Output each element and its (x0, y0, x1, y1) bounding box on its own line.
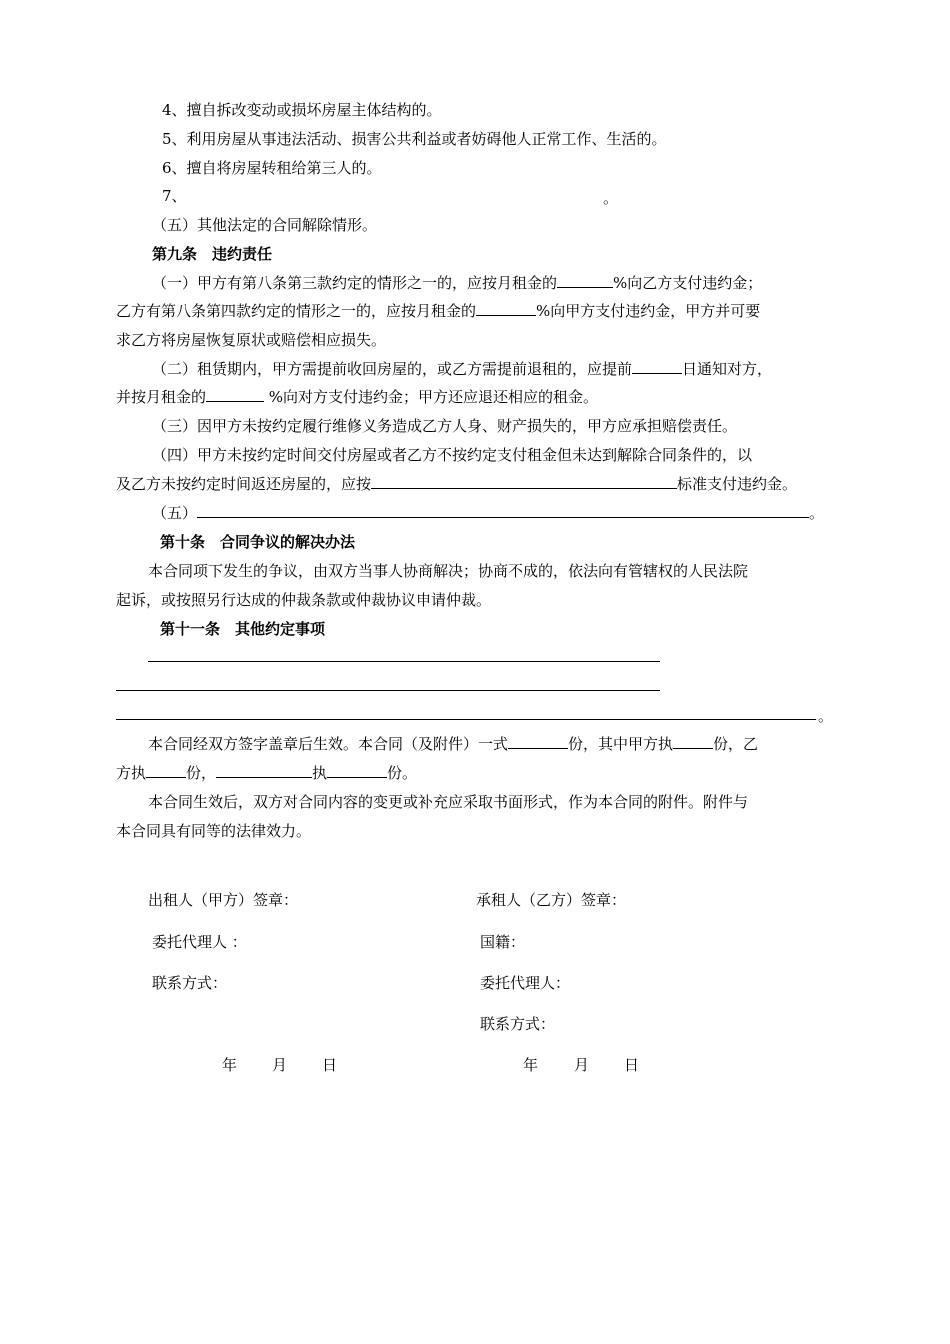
art9-p2-text-c: 并按月租金的 (116, 388, 207, 406)
art9-p2-text-d: %向对方支付违约金；甲方还应退还相应的租金。 (264, 388, 599, 406)
art9-p1-text-c: 乙方有第八条第四款约定的情形之一的，应按月租金的 (116, 302, 477, 320)
other-terms-line-3[interactable] (116, 719, 816, 720)
closing-line-2 (116, 763, 417, 783)
lessee-signature-label: 承租人（乙方）签章： (476, 891, 627, 909)
clause-item-5: 5、利用房屋从事违法活动、损害公共利益或者妨碍他人正常工作、生活的。 (162, 130, 667, 148)
blank-field[interactable] (476, 301, 536, 316)
art9-p2-text-b: 日通知对方， (682, 360, 773, 378)
lessee-date-day: 日 (624, 1056, 640, 1074)
lessee-contact-label: 联系方式： (480, 1015, 556, 1033)
closing-text-g: 份。 (387, 764, 418, 782)
closing-line-4: 本合同具有同等的法律效力。 (116, 822, 312, 840)
art9-p1-text-d: %向甲方支付违约金，甲方并可要 (536, 302, 761, 320)
clause-item-4: 4、擅自拆改变动或损坏房屋主体结构的。 (162, 101, 442, 119)
other-terms-end: 。 (818, 707, 834, 725)
blank-field[interactable] (327, 763, 387, 778)
art9-p1-text-b: %向乙方支付违约金； (613, 274, 763, 292)
lessor-date-year: 年 (222, 1056, 238, 1074)
art9-p1-text-a: （一）甲方有第八条第三款约定的情形之一的，应按月租金的 (152, 274, 558, 292)
blank-field[interactable] (206, 387, 264, 402)
art9-para2-line2 (116, 387, 598, 407)
art9-p5-text-b: 。 (809, 504, 825, 522)
art10-para-line1: 本合同项下发生的争议，由双方当事人协商解决；协商不成的，依法向有管辖权的人民法院 (148, 562, 749, 580)
art10-para-line2: 起诉，或按照另行达成的仲裁条款或仲裁协议申请仲裁。 (116, 591, 492, 609)
closing-text-e: 份， (186, 764, 217, 782)
art9-p4-text-c: 标准支付违约金。 (677, 475, 798, 493)
clause-item-6: 6、擅自将房屋转租给第三人的。 (162, 159, 382, 177)
blank-field[interactable] (371, 474, 677, 489)
article-9-heading: 第九条 违约责任 (152, 245, 273, 263)
lessee-agent-label: 委托代理人： (480, 974, 571, 992)
other-terms-line-1[interactable] (148, 661, 660, 662)
blank-field[interactable] (557, 273, 613, 288)
closing-line-1 (148, 734, 758, 754)
art9-para1-line2 (116, 301, 760, 321)
clause-other-termination: （五）其他法定的合同解除情形。 (152, 216, 378, 234)
lessor-date-day: 日 (322, 1056, 338, 1074)
art9-para4-line2 (116, 474, 797, 494)
art9-para2-line1 (152, 359, 772, 379)
article-10-heading: 第十条 合同争议的解决办法 (160, 533, 356, 551)
lessor-date-month: 月 (272, 1056, 288, 1074)
art9-p5-text-a: （五） (152, 504, 198, 522)
blank-field[interactable] (673, 734, 713, 749)
closing-text-d: 方执 (116, 764, 147, 782)
lessee-date-year: 年 (523, 1056, 539, 1074)
lessor-contact-label: 联系方式： (152, 974, 228, 992)
closing-text-c: 份，乙 (713, 735, 759, 753)
lessor-signature-label: 出租人（甲方）签章： (148, 891, 299, 909)
article-11-heading: 第十一条 其他约定事项 (160, 620, 326, 638)
closing-text-b: 份，其中甲方执 (568, 735, 674, 753)
closing-line-3: 本合同生效后，双方对合同内容的变更或补充应采取书面形式，作为本合同的附件。附件与 (148, 793, 749, 811)
blank-field[interactable] (197, 503, 809, 518)
lessee-date-month: 月 (574, 1056, 590, 1074)
art9-para3: （三）因甲方未按约定履行维修义务造成乙方人身、财产损失的，甲方应承担赔偿责任。 (152, 417, 738, 435)
art9-para5 (152, 503, 824, 523)
clause-item-7: 7、 (162, 187, 187, 205)
clause-item-7-end: 。 (603, 189, 619, 207)
blank-field[interactable] (216, 763, 312, 778)
art9-p4-text-b: 及乙方未按约定时间返还房屋的，应按 (116, 475, 372, 493)
art9-p2-text-a: （二）租赁期内，甲方需提前收回房屋的，或乙方需提前退租的，应提前 (152, 360, 633, 378)
art9-para1-line1 (152, 273, 762, 293)
closing-text-a: 本合同经双方签字盖章后生效。本合同（及附件）一式 (148, 735, 509, 753)
other-terms-line-2[interactable] (116, 690, 660, 691)
closing-text-f: 执 (312, 764, 328, 782)
art9-para1-line3: 求乙方将房屋恢复原状或赔偿相应损失。 (116, 331, 387, 349)
lessor-agent-label: 委托代理人 ： (152, 933, 247, 951)
blank-field[interactable] (146, 763, 186, 778)
art9-para4-line1: （四）甲方未按约定时间交付房屋或者乙方不按约定支付租金但未达到解除合同条件的，以 (152, 446, 753, 464)
nationality-label: 国籍： (480, 933, 526, 951)
blank-field[interactable] (632, 359, 682, 374)
blank-field[interactable] (508, 734, 568, 749)
